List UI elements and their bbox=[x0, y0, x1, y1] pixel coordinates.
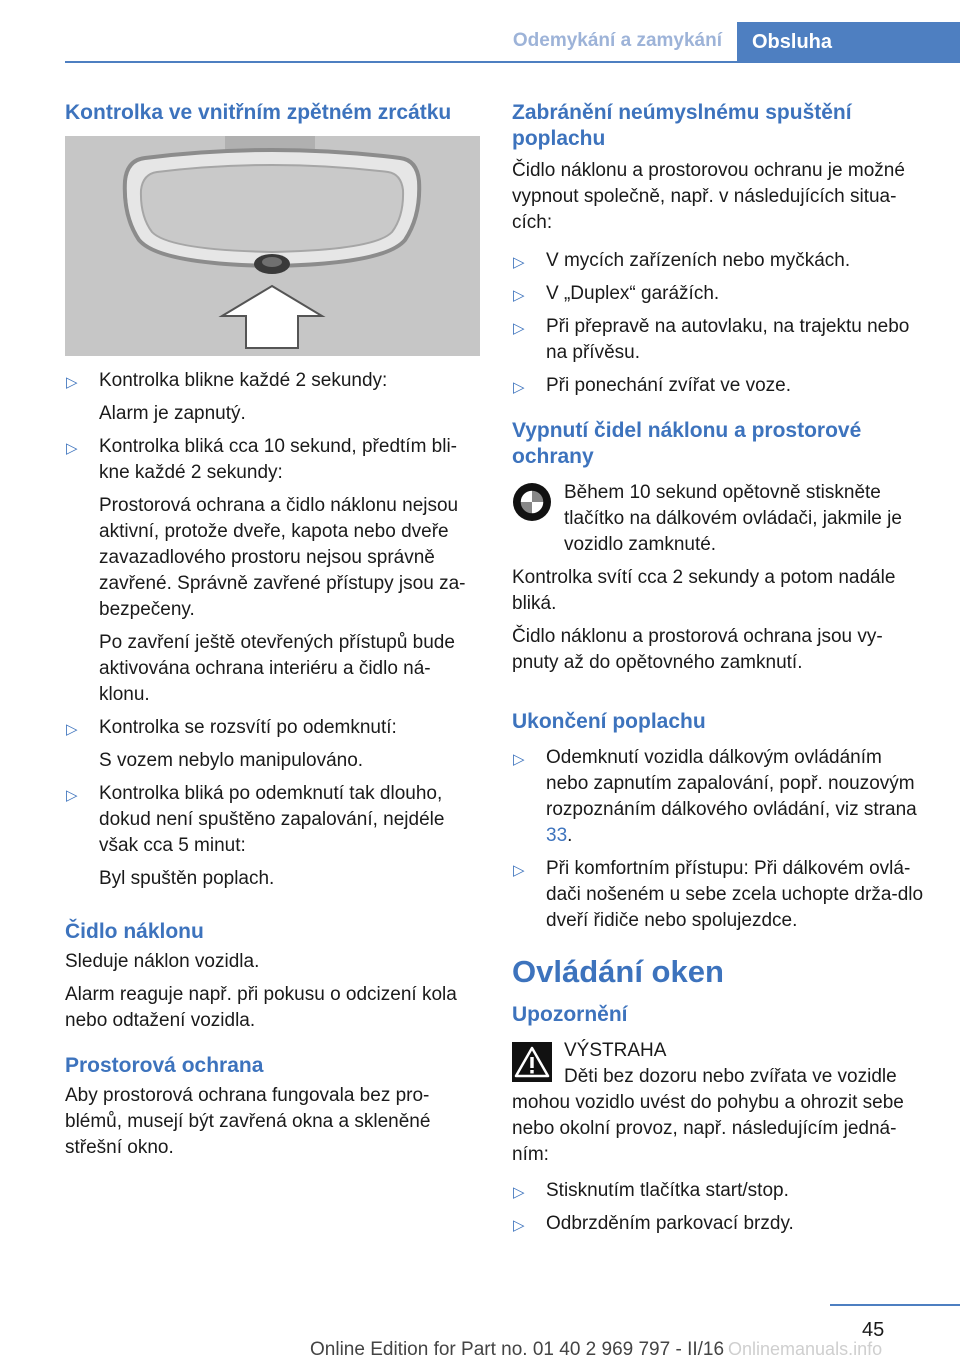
paragraph: Kontrolka svítí cca 2 sekundy a potom nadále bliká. bbox=[512, 567, 896, 614]
left-column bbox=[65, 100, 480, 1168]
warning-triangle-icon bbox=[512, 1042, 552, 1082]
triangle-bullet-icon: ▷ bbox=[66, 440, 78, 457]
paragraph: Čidlo náklonu a prostorová ochrana jsou vy‐pnuty až do opětovného zamknutí. bbox=[512, 626, 883, 673]
list-item: ▷ Kontrolka bliká po odemknutí tak dlouho, dokud není spuštěno zapalování, nejdéle však cca 5 minut: bbox=[66, 783, 445, 856]
list-item: ▷ Odemknutí vozidla dálkovým ovládáním nebo zapnutím zapalování, popř. nouzovým rozpoznáním dálkového ovládání, viz strana 33. bbox=[513, 747, 917, 846]
rear-view-mirror-image bbox=[65, 136, 480, 356]
paragraph: Čidlo náklonu a prostorovou ochranu je možné vypnout společně, např. v následujících situa‐cích: bbox=[512, 160, 905, 233]
header-tab: Obsluha bbox=[737, 22, 960, 63]
list-item: ▷ Při ponechání zvířat ve voze. bbox=[512, 373, 926, 399]
paragraph: Alarm reaguje např. při pokusu o odcizení kola nebo odtažení vozidla. bbox=[65, 984, 457, 1031]
list-item: ▷ Při přepravě na autovlaku, na trajektu nebo na přívěsu. bbox=[513, 316, 910, 363]
triangle-bullet-icon: ▷ bbox=[513, 1184, 525, 1201]
triangle-bullet-icon: ▷ bbox=[513, 320, 525, 337]
heading-disable-sensors: Vypnutí čidel náklonu a prostorové ochrany bbox=[512, 419, 862, 468]
heading-prevent-alarm: Zabránění neúmyslnému spuštění poplachu bbox=[512, 101, 852, 150]
paragraph: Aby prostorová ochrana fungovala bez pro‐blémů, musejí být zavřená okna a skleněné střešní okno. bbox=[65, 1085, 431, 1158]
list-item-detail: S vozem nebylo manipulováno. bbox=[99, 750, 364, 771]
triangle-bullet-icon: ▷ bbox=[66, 374, 78, 391]
header-section: Odemykání a zamykání bbox=[512, 30, 722, 51]
triangle-bullet-icon: ▷ bbox=[66, 721, 78, 738]
edition-text: Online Edition for Part no. 01 40 2 969 797 - II/16 bbox=[310, 1339, 725, 1360]
bmw-logo-icon bbox=[512, 482, 552, 522]
list-item-detail: Byl spuštěn poplach. bbox=[99, 868, 275, 889]
warning-title: VÝSTRAHA bbox=[564, 1040, 667, 1061]
heading-window-control: Ovládání oken bbox=[512, 954, 724, 989]
triangle-bullet-icon: ▷ bbox=[513, 254, 525, 271]
list-item: ▷ Při komfortním přístupu: Při dálkovém ovlá‐dači nošeném u sebe zcela uchopte drža‐dlo dveří řidiče nebo spolujezdce. bbox=[513, 858, 924, 931]
watermark: Onlinemanuals.info bbox=[728, 1339, 883, 1359]
triangle-bullet-icon: ▷ bbox=[513, 287, 525, 304]
paragraph: Sleduje náklon vozidla. bbox=[65, 951, 260, 972]
list-item: ▷ Odbrzděním parkovací brzdy. bbox=[512, 1211, 926, 1237]
list-item: ▷ Kontrolka blikne každé 2 sekundy: bbox=[65, 368, 480, 394]
page-link[interactable]: 33 bbox=[546, 825, 568, 846]
heading-interior-protection: Prostorová ochrana bbox=[65, 1054, 264, 1077]
remote-instruction: Během 10 sekund opětovně stiskněte tlačítko na dálkovém ovládači, jakmile je vozidlo zamknuté. bbox=[512, 480, 926, 558]
list-item-detail: Po zavření ještě otevřených přístupů bude aktivována ochrana interiéru a čidlo ná‐klonu. bbox=[99, 632, 455, 705]
right-column bbox=[512, 100, 926, 1244]
footer-rule bbox=[830, 1304, 960, 1306]
triangle-bullet-icon: ▷ bbox=[513, 751, 525, 768]
heading-notice: Upozornění bbox=[512, 1003, 628, 1026]
list-item: ▷ V mycích zařízeních nebo myčkách. bbox=[512, 248, 926, 274]
list-item-detail: Prostorová ochrana a čidlo náklonu nejsou aktivní, protože dveře, kapota nebo dveře zavazadlového prostoru nejsou správně zavřené. Správně zavřené přístupy jsou za‐bezpečeny. bbox=[99, 495, 466, 620]
triangle-bullet-icon: ▷ bbox=[513, 1217, 525, 1234]
mirror-figure bbox=[65, 136, 480, 356]
list-item: ▷ Kontrolka bliká cca 10 sekund, předtím bli‐kne každé 2 sekundy: bbox=[66, 436, 458, 483]
list-item: ▷ Kontrolka se rozsvítí po odemknutí: bbox=[65, 715, 480, 741]
triangle-bullet-icon: ▷ bbox=[513, 862, 525, 879]
list-item: ▷ V „Duplex“ garážích. bbox=[512, 281, 926, 307]
list-item-detail: Alarm je zapnutý. bbox=[99, 403, 246, 424]
page-number: 45 bbox=[862, 1319, 885, 1341]
triangle-bullet-icon: ▷ bbox=[513, 379, 525, 396]
warning-text: Děti bez dozoru nebo zvířata ve vozidle mohou vozidlo uvést do pohybu a ohrozit sebe nebo okolní provoz, např. následujícím jedná‐ním: bbox=[512, 1066, 904, 1165]
warning-block bbox=[512, 1038, 926, 1064]
heading-tilt-sensor: Čidlo náklonu bbox=[65, 920, 204, 943]
triangle-bullet-icon: ▷ bbox=[66, 787, 78, 804]
heading-end-alarm: Ukončení poplachu bbox=[512, 710, 706, 733]
list-item: ▷ Stisknutím tlačítka start/stop. bbox=[512, 1178, 926, 1204]
heading-indicator-mirror: Kontrolka ve vnitřním zpětném zrcátku bbox=[65, 101, 452, 124]
